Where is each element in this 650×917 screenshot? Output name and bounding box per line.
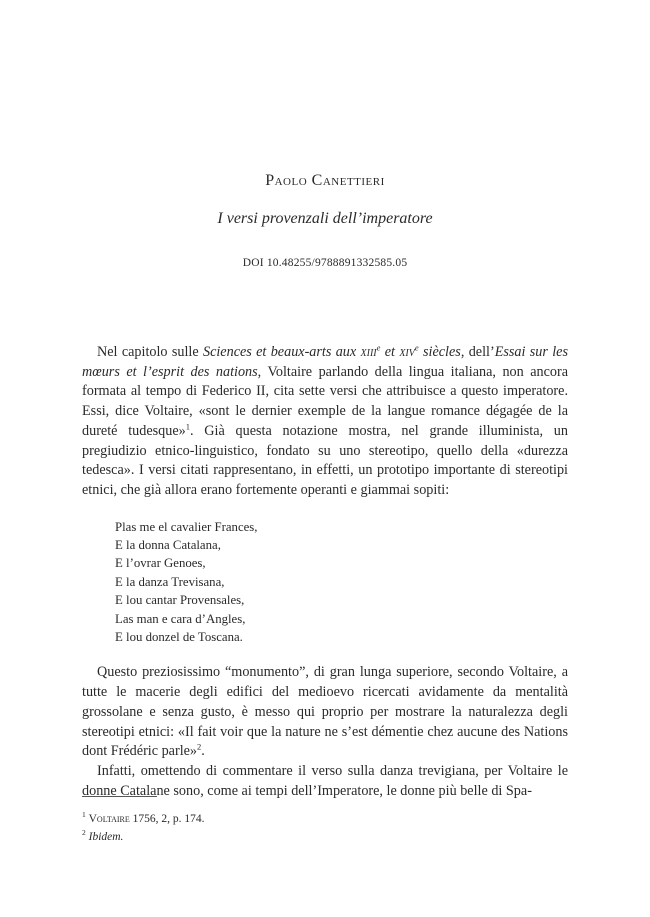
text-run: Infatti, omettendo di commentare il verso sulla danza trevigiana, per Voltaire le donne Catalane sono, come ai tempi dell’Imperatore, le donne più belle di Spa-	[82, 762, 568, 799]
author-name: Paolo Canettieri	[265, 172, 385, 189]
paragraph-2	[82, 663, 568, 762]
poem-line: E la donna Catalana,	[115, 538, 221, 553]
text-run: , Voltaire parlando della lingua italiana, non ancora formata al tempo di Federico II, cita sette versi che attribuisce a questo imperatore. Essi, dice Voltaire, «sont le dernier exemple de la langue romance dégagée de la dureté tudesque»	[82, 363, 568, 439]
work-title: Essai sur les mœurs et l’esprit des nations	[82, 344, 569, 380]
footnote-2	[82, 829, 568, 845]
doi-line: DOI 10.48255/9788891332585.05	[242, 257, 408, 269]
paragraph-1	[82, 343, 568, 501]
poem-line: E lou cantar Provensales,	[115, 593, 245, 608]
text-run: Sciences et beaux-arts aux	[202, 344, 361, 360]
footnote-number: 2	[82, 828, 86, 838]
poem-line: E l’ovrar Genoes,	[115, 556, 206, 571]
text-run: Nel capitolo sulle	[97, 344, 203, 360]
text-run: et	[380, 344, 400, 360]
roman-numeral: xiv	[399, 344, 415, 360]
poem-line: E lou donzel de Toscana.	[115, 630, 243, 645]
work-title	[203, 344, 461, 360]
text-run: , dell’	[460, 344, 495, 360]
text-run: . Già questa notazione mostra, nel grande illuminista, un pregiudizio etnico-linguistico, fondato su uno stereotipo, quello della «durezza tedesca». I versi citati rappresentano, in effetti, un prototipo importante di stereotipi etnici, che già allora erano fortemente operanti e giammai sopiti:	[82, 422, 568, 498]
footnote-text: Ibidem.	[88, 831, 124, 843]
superscript: e	[376, 342, 381, 353]
superscript: e	[414, 342, 419, 353]
main-text	[82, 343, 568, 801]
poem-line: Plas me el cavalier Frances,	[115, 519, 258, 534]
footnote-divider	[82, 796, 157, 797]
poem-line: Las man e cara d’Angles,	[115, 611, 246, 626]
poem-line: E la danza Trevisana,	[115, 574, 225, 589]
footnote-author: Voltaire	[88, 813, 130, 825]
text-run: .	[201, 743, 205, 760]
text-run: Questo preziosissimo “monumento”, di gran lunga superiore, secondo Voltaire, a tutte le macerie degli edifici del medioevo ricercati avidamente da mentalità grossolane e senza gusto, è messo qui proprio per mostrare la naturalezza degli stereotipi etnici: «Il fait voir que la nature ne s’est démentie chez aucune des Nations dont Frédéric parle»	[82, 664, 568, 760]
footnote-ref: 2	[197, 741, 202, 752]
text-run: siècles	[418, 344, 461, 360]
poem-quote	[115, 518, 568, 647]
essay-title: I versi provenzali dell’imperatore	[217, 210, 433, 227]
roman-numeral: xiii	[360, 344, 377, 360]
footnote-text: 1756, 2, p. 174.	[129, 813, 205, 825]
footnote-1	[82, 811, 568, 827]
footnote-number: 1	[82, 810, 86, 820]
footnote-ref: 1	[185, 421, 190, 432]
